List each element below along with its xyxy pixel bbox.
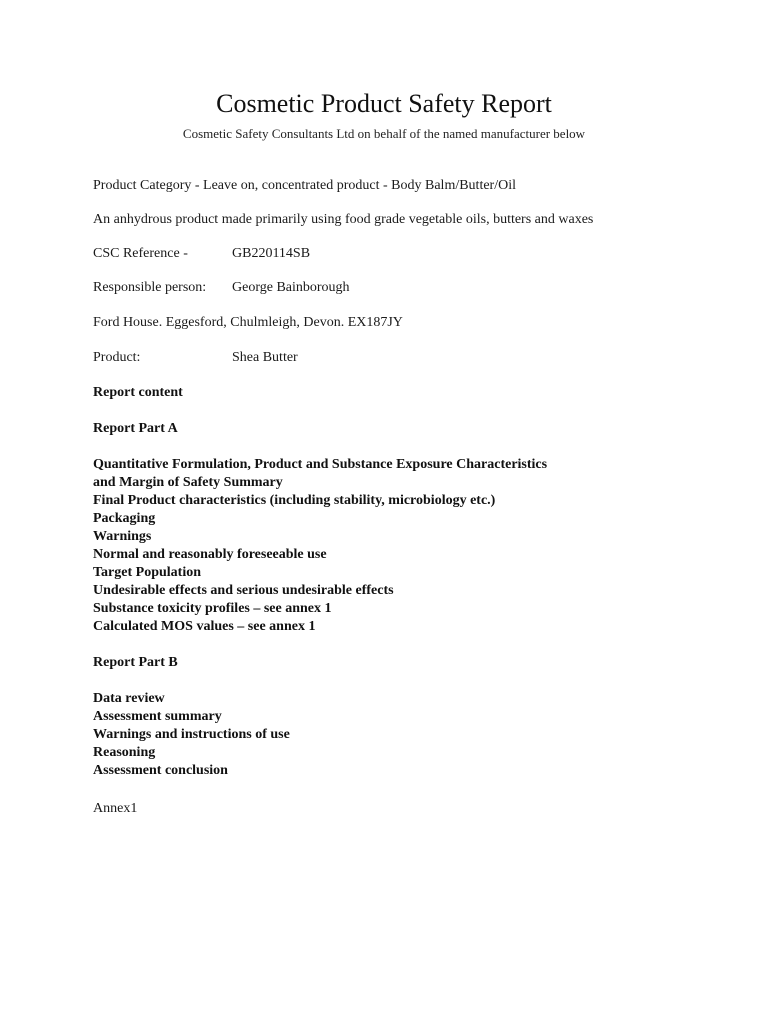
product-value: Shea Butter [232,350,298,365]
csc-reference-row [93,245,310,263]
responsible-person-value: George Bainborough [232,280,350,295]
address-line: Ford House. Eggesford, Chulmleigh, Devon. EX187JY [93,315,403,330]
product-category-line: Product Category - Leave on, concentrated product - Body Balm/Butter/Oil [93,178,516,193]
part-a-item: Quantitative Formulation, Product and Substance Exposure Characteristics [93,457,548,472]
part-a-item: and Margin of Safety Summary [93,475,283,490]
responsible-person-label: Responsible person: [93,280,207,295]
part-a-item: Undesirable effects and serious undesirable effects [93,583,394,598]
part-a-item: Target Population [93,565,201,580]
product-description-line: An anhydrous product made primarily using food grade vegetable oils, butters and waxes [93,212,594,227]
part-b-item: Assessment conclusion [93,763,228,778]
product-row [93,349,298,367]
part-a-item: Final Product characteristics (including stability, microbiology etc.) [93,493,496,508]
part-a-item: Substance toxicity profiles – see annex 1 [93,601,332,616]
part-a-item: Normal and reasonably foreseeable use [93,547,327,562]
part-b-item: Data review [93,691,165,706]
csc-reference-label: CSC Reference - [93,246,188,261]
part-b-heading: Report Part B [93,655,178,670]
part-a-item: Warnings [93,529,152,544]
csc-reference-value: GB220114SB [232,246,311,261]
report-title: Cosmetic Product Safety Report [216,89,552,118]
report-content-heading: Report content [93,385,183,400]
annex-label: Annex1 [93,801,138,816]
report-subtitle: Cosmetic Safety Consultants Ltd on behalf of the named manufacturer below [182,126,586,141]
part-b-item: Assessment summary [93,709,222,724]
part-a-item: Packaging [93,511,156,526]
part-a-item: Calculated MOS values – see annex 1 [93,619,316,634]
part-b-item: Reasoning [93,745,156,760]
part-b-item: Warnings and instructions of use [93,727,290,742]
part-a-heading: Report Part A [93,421,178,436]
responsible-person-row [93,279,350,297]
product-label: Product: [93,350,141,365]
